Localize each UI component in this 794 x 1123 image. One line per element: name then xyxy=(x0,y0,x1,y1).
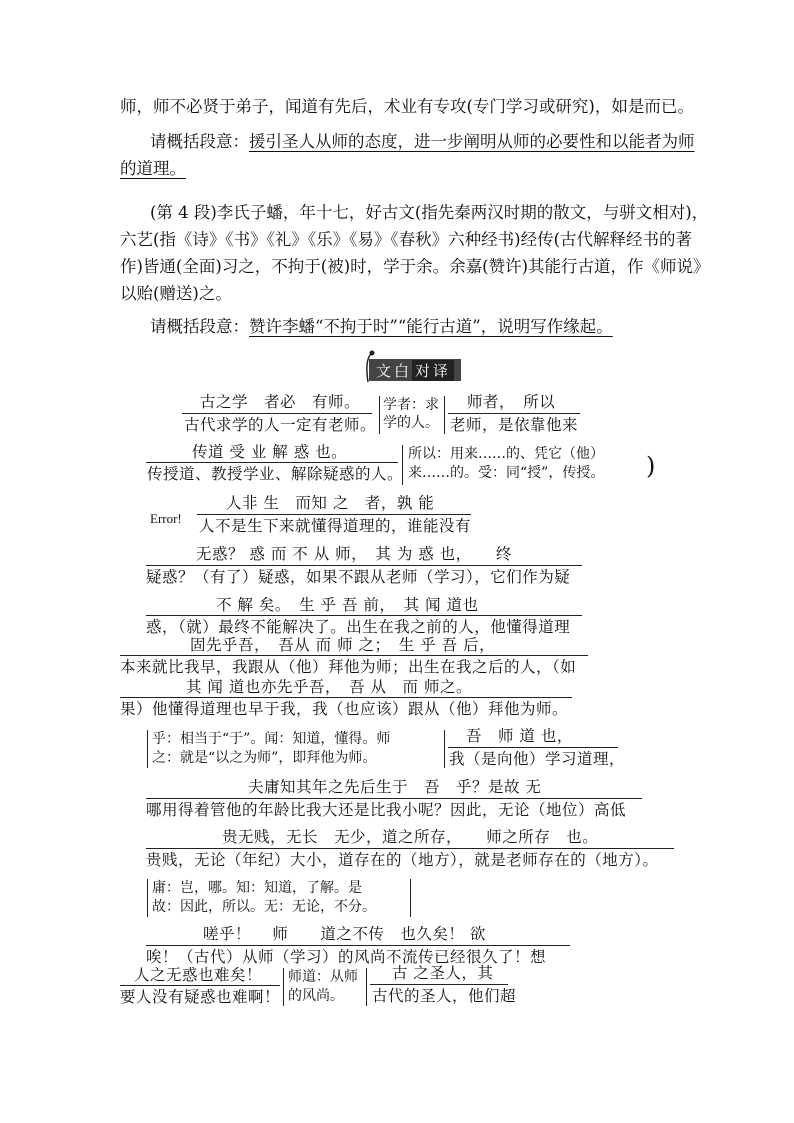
translation-text: 疑惑？（有了）疑惑，如果不跟从老师（学习），它们作为疑 xyxy=(146,568,571,586)
translation-text: 传授道、教授学业、解除疑惑的人。 xyxy=(147,465,404,483)
annotation-note: 的风尚。 xyxy=(288,988,344,1004)
original-text: 人非 生 而知 之 者，孰 能 xyxy=(226,494,435,512)
paragraph-text: 作)皆通(全面)习之，不拘于(被)时，学于余。余嘉(赞许)其能行古道，作《师说》 xyxy=(120,257,710,276)
summary-label: 请概括段意： xyxy=(150,132,249,151)
original-text: 吾 师 道 也， xyxy=(466,727,573,745)
annotation-note: 故：因此，所以。无：无论，不分。 xyxy=(152,899,376,915)
original-text: 古之学 者必 有师。 xyxy=(200,393,361,411)
original-text: 嗟乎！ 师 道之不传 也久矣！ 欲 xyxy=(203,925,486,943)
paragraph-text: 六艺(指《诗》《书》《礼》《乐》《易》《春秋》六种经书)经传(古代解释经书的著 xyxy=(120,230,693,249)
original-text: 师者， 所以 xyxy=(467,393,556,411)
original-text: 人之无惑也难矣！ xyxy=(134,966,263,984)
original-text: 无惑？ 惑 而 不 从 师， 其 为 惑 也， 终 xyxy=(196,545,512,563)
translation-text: 贵贱，无论（年纪）大小，道存在的（地方），就是老师存在的（地方）。 xyxy=(146,851,659,869)
error-label: Error! xyxy=(150,511,182,526)
translation-text: 古代求学的人一定有老师。 xyxy=(184,416,377,434)
section-badge xyxy=(369,359,461,381)
original-text: 夫庸知其年之先后生于 吾 乎？是故 无 xyxy=(248,778,542,796)
original-text: 不 解 矣。 生 乎 吾 前， 其 闻 道也 xyxy=(216,596,479,614)
annotation-note: 庸：岂，哪。知：知道，了解。是 xyxy=(152,880,362,896)
translation-text: 本来就比我早，我跟从（他）拜他为师；出生在我之后的人，（如 xyxy=(120,658,577,676)
original-text: 古 之圣人，其 xyxy=(392,964,494,982)
translation-text: 古代的圣人，他们超 xyxy=(372,987,517,1005)
badge-part2: 对译 xyxy=(412,360,454,381)
annotation-note: 学的人。 xyxy=(383,415,439,431)
paragraph-text: 师，师不必贤于弟子，闻道有先后，术业有专攻(专门学习或研究)，如是而已。 xyxy=(120,97,694,116)
summary-label: 请概括段意： xyxy=(150,317,249,336)
summary-question xyxy=(150,317,613,337)
original-text: 传道 受 业 解 惑 也。 xyxy=(192,443,348,461)
badge-part1: 文白 xyxy=(375,361,412,380)
annotation-note: 所以：用来……的、凭它（他） xyxy=(408,446,604,462)
original-text: 其 闻 道也亦先乎吾， 吾 从 而 师之。 xyxy=(186,678,472,696)
annotation-note: 师道：从师 xyxy=(288,969,358,985)
annotation-note: 之：就是“以之为师”，即拜他为师。 xyxy=(152,750,377,766)
translation-text: 惑，（就）最终不能解决了。出生在我之前的人，他懂得道理 xyxy=(146,618,571,636)
annotation-note: 来……的。受：同“授”，传授。 xyxy=(408,465,605,481)
annotation-note: 学者：求 xyxy=(383,397,439,413)
translation-text: 人不是生下来就懂得道理的，谁能没有 xyxy=(199,517,472,535)
translation-text: 哪用得着管他的年龄比我大还是比我小呢？因此，无论（地位）高低 xyxy=(146,801,627,819)
summary-answer: 赞许李蟠“不拘于时”“能行古道”，说明写作缘起。 xyxy=(249,317,613,336)
paragraph-text: 以贻(赠送)之。 xyxy=(120,284,232,303)
translation-text: 要人没有疑惑也难啊！ xyxy=(120,988,281,1006)
translation-text: 唉！（古代）从师（学习）的风尚不流传已经很久了！想 xyxy=(146,948,547,966)
summary-answer: 援引圣人从师的态度，进一步阐明从师的必要性和以能者为师 xyxy=(249,132,695,151)
translation-text: 我（是向他）学习道理， xyxy=(449,750,626,768)
bracket-close: ) xyxy=(646,452,656,480)
original-text: 贵无贱，无长 无少，道之所存， 师之所存 也。 xyxy=(222,828,599,846)
translation-text: 果）他懂得道理也早于我，我（也应该）跟从（他）拜他为师。 xyxy=(120,700,569,718)
summary-answer-cont: 的道理。 xyxy=(120,159,186,178)
original-text: 固先乎吾， 吾从 而 师 之； 生 乎 吾 后， xyxy=(190,636,496,654)
translation-text: 老师，是依靠他来 xyxy=(450,416,579,434)
paragraph-text: (第 4 段)李氏子蟠，年十七，好古文(指先秦两汉时期的散文，与骈文相对)， xyxy=(150,203,709,222)
annotation-note: 乎：相当于“于”。闻：知道，懂得。师 xyxy=(152,731,391,747)
summary-question xyxy=(150,132,695,152)
